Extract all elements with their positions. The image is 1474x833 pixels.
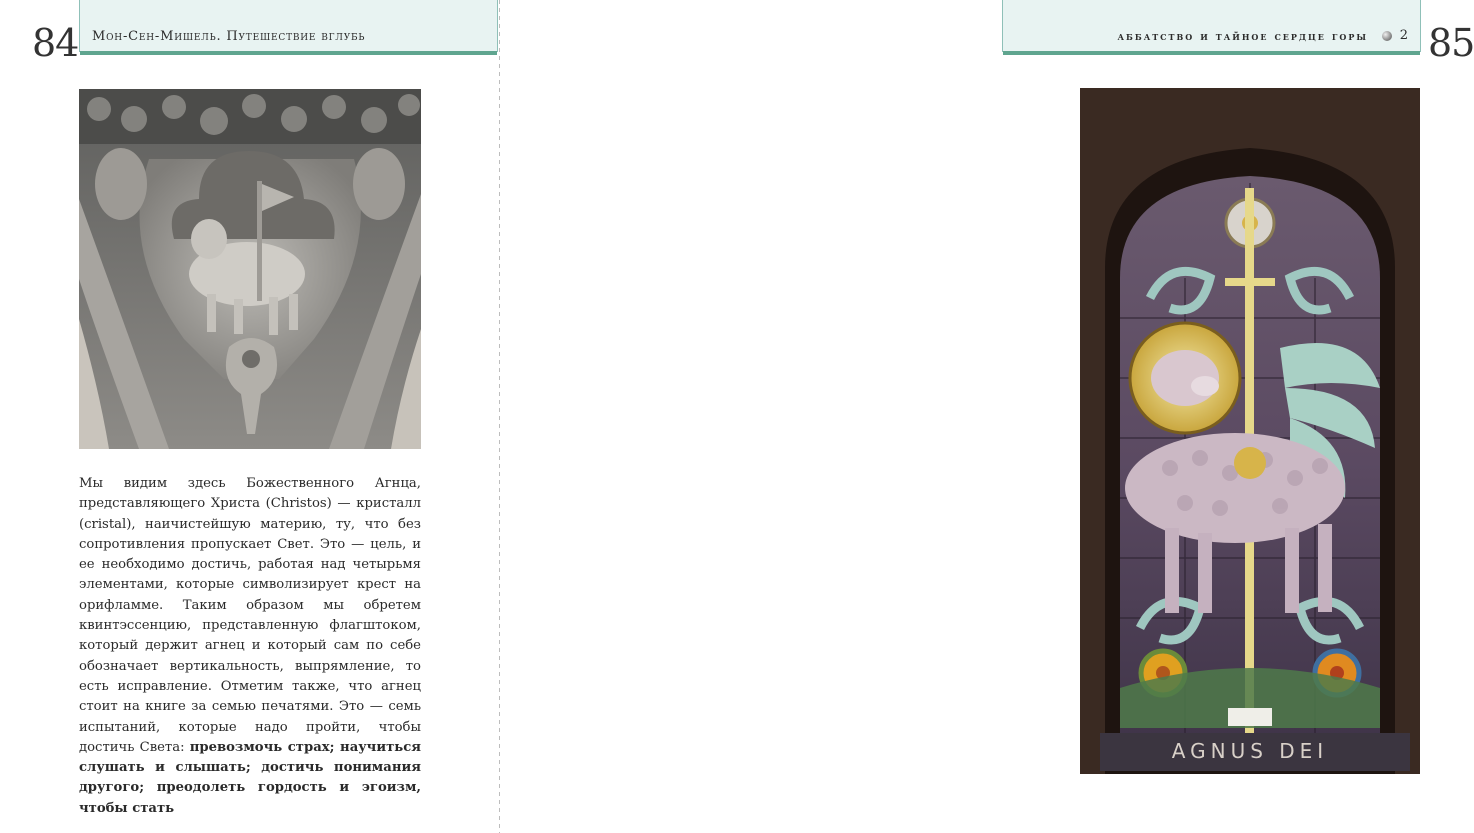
left-page [0,0,500,833]
running-head-left-text: Мон-Сен-Мишель. Путешествие вглубь [92,29,366,44]
carved-lamb-keystone-photo [79,89,421,449]
running-header-left [79,0,498,52]
header-rule-left [80,51,497,55]
body-regular-text: Мы видим здесь Божественного Агнца, представляющего Христа (Christos) — кристалл (cristal), наичистейшую материю, ту, что без сопротивления пропускает Свет. Это — цель, и ее необходимо достичь, работая над четырьмя элементами, которые символизирует крест на орифламме. Таким образом мы обретем квинтэссенцию, представленную флагштоком, который держит агнец и который сам по себе обозначает вертикальность, выпрямление, то есть исправление. Отметим также, что агнец стоит на книге за семью печатями. Это — семь испытаний, которые надо пройти, чтобы достичь Света: [79,476,421,755]
body-paragraph [79,474,421,819]
running-header-right [1002,0,1421,52]
running-head-right-text: аббатство и тайное сердце горы [1117,29,1368,43]
right-page [500,0,1474,833]
bullet-ornament-icon [1382,31,1392,41]
body-bold-text: превозмочь страх; научиться слушать и слышать; достичь понимания другого; преодолеть гордость и эгоизм, чтобы стать [79,739,422,816]
header-rule-right [1003,51,1420,55]
chapter-number: 2 [1399,28,1408,43]
page-number-left: 84 [32,21,79,65]
page-number-right: 85 [1428,21,1474,65]
stained-glass-lamb-photo [1080,88,1420,774]
window-inscription: AGNUS DEI [1171,739,1329,763]
body-text [79,474,421,819]
